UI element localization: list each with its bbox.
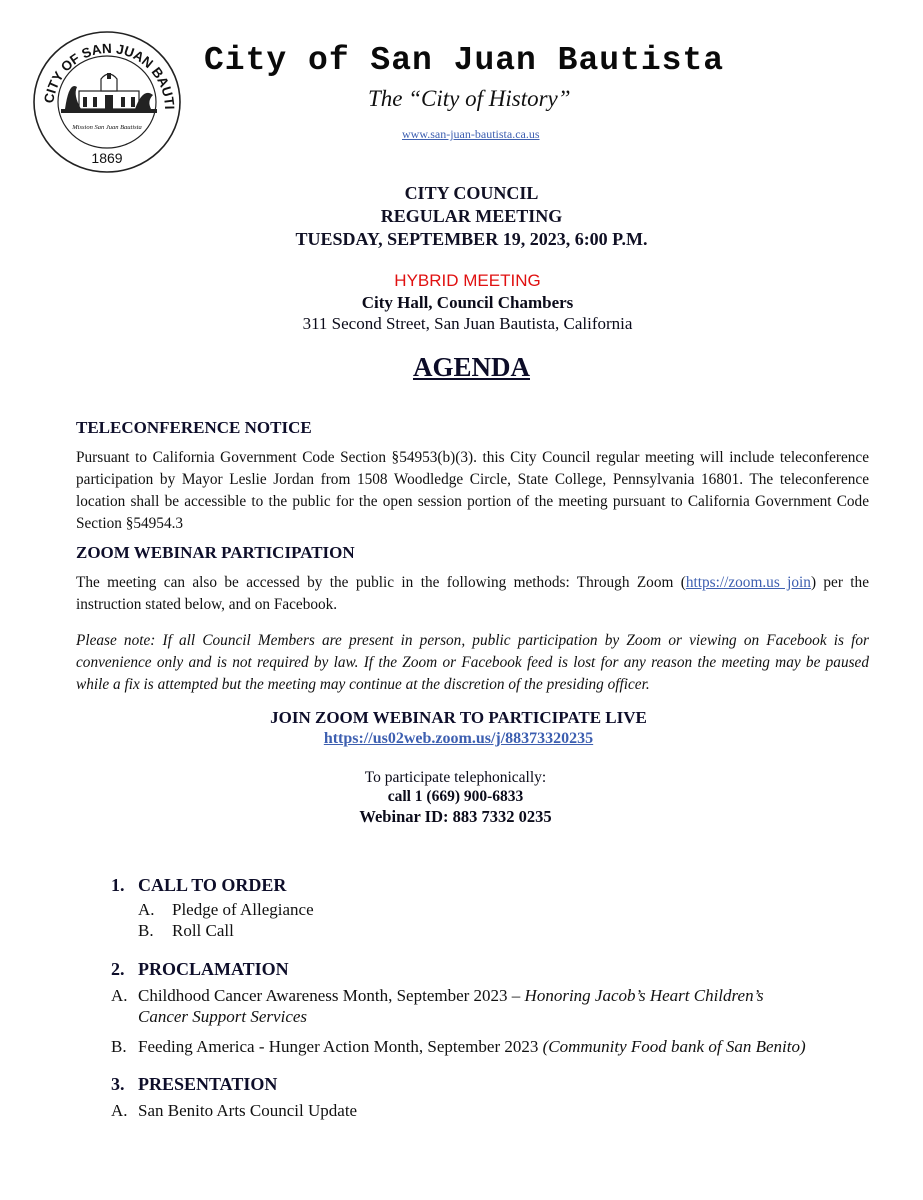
- website-link[interactable]: www.san-juan-bautista.ca.us: [402, 127, 540, 141]
- meeting-kind: REGULAR MEETING: [380, 206, 563, 226]
- zoom-heading: ZOOM WEBINAR PARTICIPATION: [76, 543, 355, 562]
- meeting-location: City Hall, Council Chambers: [361, 293, 574, 312]
- teleconference-body: Pursuant to California Government Code Section §54953(b)(3). this City Council regular meeting will include teleconference participation by Mayor Leslie Jordan from 1508 Woodledge Circle, State College, Pennsylvania 16801. The teleconference location shall be accessible to the public for the open session portion of the meeting pursuant to California Government Code Section §54954.3: [76, 449, 869, 532]
- zoom-join-link[interactable]: https://zoom.us join: [685, 574, 811, 591]
- mission-building-icon: [61, 73, 157, 113]
- meeting-address: 311 Second Street, San Juan Bautista, California: [302, 314, 633, 333]
- sub-item-text: San Benito Arts Council Update: [138, 1101, 358, 1120]
- item-title: PRESENTATION: [138, 1074, 278, 1094]
- city-title: City of San Juan Bautista: [204, 42, 725, 79]
- zoom-note: Please note: If all Council Members are present in person, public participation by Zoom or viewing on Facebook is for convenience only and is not required by law. If the Zoom or Facebook feed is lost for any reason the meeting may be paused while a fix is attempted but the meeting may continue at the discretion of the presiding officer.: [76, 632, 869, 693]
- sub-item: [111, 985, 871, 1027]
- meeting-header: [0, 182, 923, 251]
- item-title: PROCLAMATION: [138, 959, 289, 979]
- sub-item-letter: A.: [111, 986, 128, 1005]
- item-number: 1.: [111, 875, 125, 895]
- seal-caption: Mission San Juan Bautista: [72, 124, 142, 131]
- sub-item-italic: (Community Food bank of San Benito): [542, 1037, 806, 1056]
- meeting-body: CITY COUNCIL: [404, 183, 539, 203]
- zoom-body-start: The meeting can also be accessed by the public in the following methods: Through Zoom (: [76, 574, 686, 591]
- city-motto: The “City of History”: [368, 86, 571, 111]
- sub-item-letter: B.: [111, 1037, 127, 1056]
- webinar-id: Webinar ID: 883 7332 0235: [359, 807, 552, 826]
- sub-item-text: Feeding America - Hunger Action Month, September 2023: [138, 1037, 539, 1056]
- agenda-item-2: [111, 959, 289, 980]
- sub-item-text: Pledge of Allegiance: [172, 900, 314, 919]
- sub-item: [138, 899, 314, 920]
- sub-item: [111, 1036, 871, 1057]
- meeting-location-block: [0, 270, 923, 334]
- sub-item: [138, 920, 234, 941]
- zoom-body: [76, 572, 869, 616]
- sub-item-text: Roll Call: [172, 921, 234, 940]
- city-seal-graphic: [31, 29, 183, 175]
- sub-item: [111, 1100, 357, 1121]
- phone-intro: To participate telephonically:: [364, 769, 547, 786]
- sub-item-italic: Honoring Jacob’s Heart Children’s: [524, 986, 764, 1005]
- item-number: 2.: [111, 959, 125, 979]
- agenda-title: AGENDA: [412, 352, 530, 382]
- sub-item-letter: A.: [138, 900, 155, 919]
- zoom-body-end: ) per the instruction stated below, and on Facebook.: [76, 574, 869, 613]
- sub-item-letter: B.: [138, 921, 154, 940]
- phone-number: call 1 (669) 900-6833: [387, 788, 524, 805]
- phone-block: [0, 768, 923, 827]
- teleconference-heading: TELECONFERENCE NOTICE: [76, 418, 312, 437]
- join-block: [0, 707, 923, 749]
- seal-year: 1869: [91, 150, 123, 166]
- sub-item-letter: A.: [111, 1101, 128, 1120]
- sub-item-text: Childhood Cancer Awareness Month, September 2023 –: [138, 986, 521, 1005]
- agenda-item-3: [111, 1074, 277, 1095]
- meeting-type: HYBRID MEETING: [394, 271, 541, 290]
- seal-ring-text: CITY OF SAN JUAN BAUTI: [41, 40, 178, 110]
- meeting-date: TUESDAY, SEPTEMBER 19, 2023, 6:00 P.M.: [295, 229, 648, 249]
- item-title: CALL TO ORDER: [138, 875, 287, 895]
- sub-item-italic-cont: Cancer Support Services: [138, 1007, 308, 1026]
- item-number: 3.: [111, 1074, 125, 1094]
- city-seal: [31, 29, 183, 175]
- join-heading: JOIN ZOOM WEBINAR TO PARTICIPATE LIVE: [270, 708, 647, 727]
- agenda-item-1: [111, 875, 286, 896]
- webinar-link[interactable]: https://us02web.zoom.us/j/88373320235: [323, 730, 594, 747]
